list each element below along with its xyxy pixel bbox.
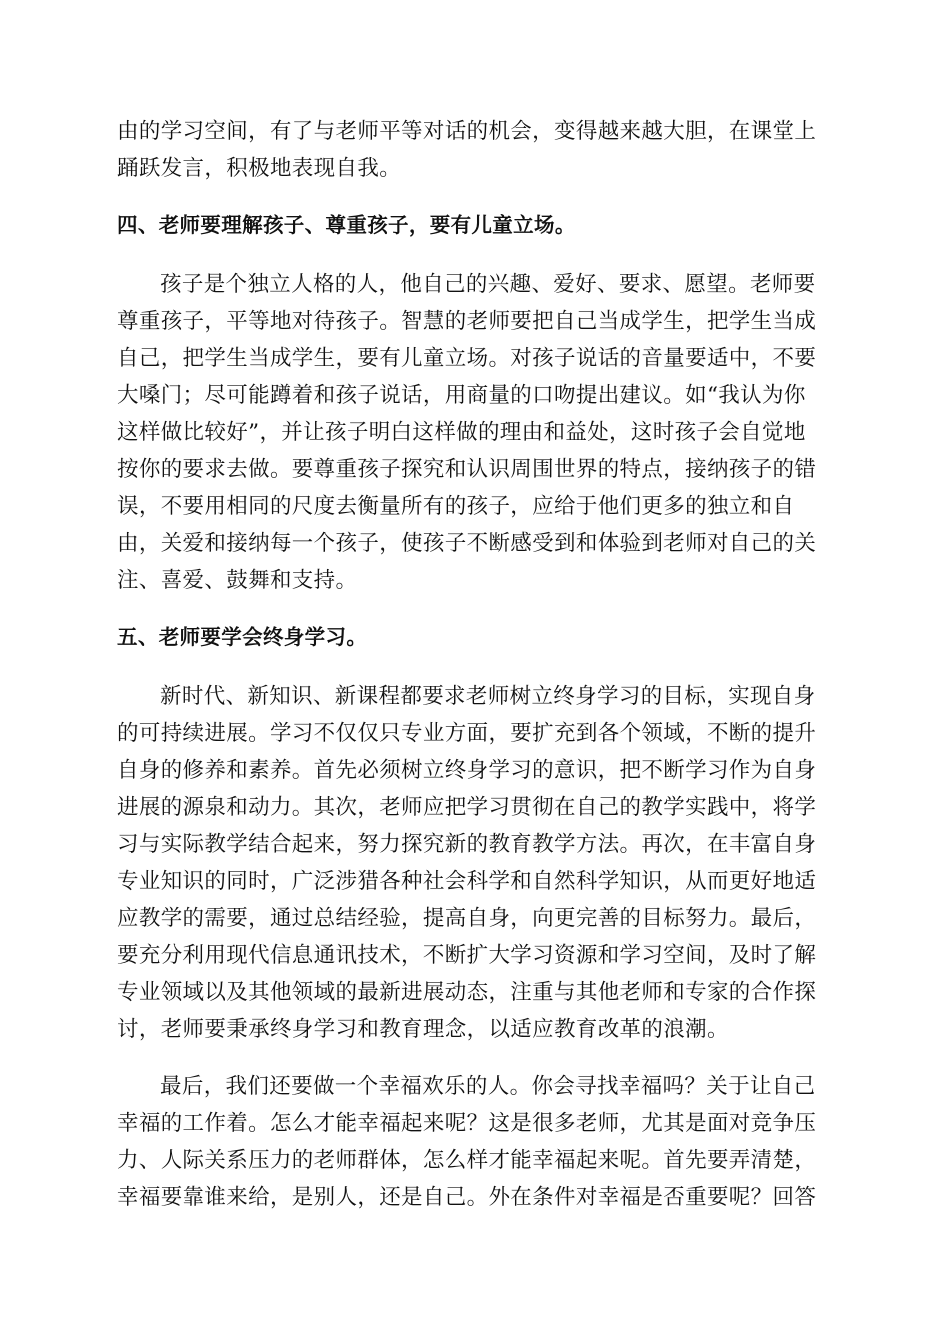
section-4-paragraph (117, 266, 835, 599)
text-line-first: 新时代、新知识、新课程都要求老师树立终身学习的目标，实现自身 (160, 684, 816, 709)
text-line: 力、人际关系压力的老师群体，怎么样才能幸福起来呢。首先要弄清楚， (117, 1148, 817, 1173)
text-line: 幸福要靠谁来给，是别人，还是自己。外在条件对幸福是否重要呢？回答 (117, 1185, 817, 1210)
text-line: 自身的修养和素养。首先必须树立终身学习的意识，把不断学习作为自身 (117, 758, 817, 783)
text-line: 由的学习空间，有了与老师平等对话的机会，变得越来越大胆，在课堂上 (117, 119, 817, 144)
text-line: 专业领域以及其他领域的最新进展动态，注重与其他老师和专家的合作探 (117, 980, 817, 1005)
text-line: 应教学的需要，通过总结经验，提高自身，向更完善的目标努力。最后， (117, 906, 817, 931)
text-line: 大嗓门；尽可能蹲着和孩子说话，用商量的口吻提出建议。如“我认为你 (117, 383, 806, 408)
text-line-first: 最后，我们还要做一个幸福欢乐的人。你会寻找幸福吗？关于让自己 (160, 1074, 816, 1099)
text-line: 踊跃发言，积极地表现自我。 (117, 156, 402, 181)
text-line: 这样做比较好”，并让孩子明白这样做的理由和益处，这时孩子会自觉地 (117, 420, 806, 445)
text-line: 按你的要求去做。要尊重孩子探究和认识周围世界的特点，接纳孩子的错 (117, 457, 817, 482)
text-line: 习与实际教学结合起来，努力探究新的教育教学方法。再次，在丰富自身 (117, 832, 817, 857)
text-line: 注、喜爱、鼓舞和支持。 (117, 568, 358, 593)
section-heading-4: 四、老师要理解孩子、尊重孩子，要有儿童立场。 (117, 213, 576, 237)
text-line: 要充分利用现代信息通讯技术，不断扩大学习资源和学习空间，及时了解 (117, 943, 817, 968)
text-line-first: 孩子是个独立人格的人，他自己的兴趣、爱好、要求、愿望。老师要 (160, 272, 816, 297)
continuation-paragraph (117, 113, 835, 187)
section-5-paragraph (117, 678, 835, 1048)
text-line: 的可持续进展。学习不仅仅只专业方面，要扩充到各个领域，不断的提升 (117, 721, 817, 746)
text-line: 误，不要用相同的尺度去衡量所有的孩子，应给于他们更多的独立和自 (117, 494, 795, 519)
text-line: 专业知识的同时，广泛涉猎各种社会科学和自然科学知识，从而更好地适 (117, 869, 817, 894)
closing-paragraph (117, 1068, 835, 1216)
section-heading-5: 五、老师要学会终身学习。 (117, 625, 368, 649)
text-line: 讨，老师要秉承终身学习和教育理念，以适应教育改革的浪潮。 (117, 1017, 729, 1042)
text-line: 由，关爱和接纳每一个孩子，使孩子不断感受到和体验到老师对自己的关 (117, 531, 817, 556)
text-line: 尊重孩子，平等地对待孩子。智慧的老师要把自己当成学生，把学生当成 (117, 309, 817, 334)
text-line: 自己，把学生当成学生，要有儿童立场。对孩子说话的音量要适中，不要 (117, 346, 817, 371)
text-line: 进展的源泉和动力。其次，老师应把学习贯彻在自己的教学实践中，将学 (117, 795, 817, 820)
text-line: 幸福的工作着。怎么才能幸福起来呢？这是很多老师，尤其是面对竞争压 (117, 1111, 817, 1136)
